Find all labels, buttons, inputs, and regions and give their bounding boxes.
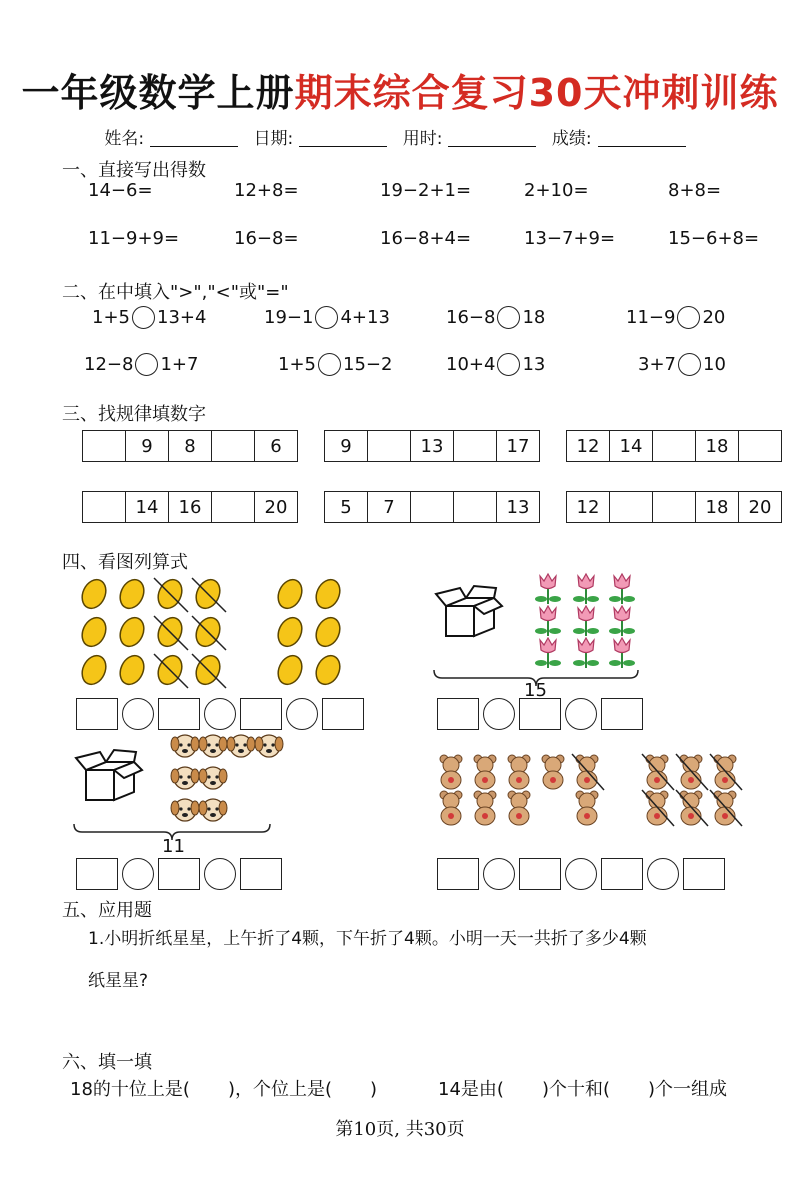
- bear-icon: [642, 754, 674, 790]
- sequence-table: [324, 430, 540, 462]
- answer-boxes: [437, 858, 729, 890]
- fill-question-b: 14是由( )个十和( )个一组成: [438, 1079, 728, 1100]
- seq-cell[interactable]: [411, 492, 454, 523]
- tulip-icon: [535, 574, 561, 604]
- bear-icon: [440, 755, 462, 789]
- section-5-heading: 五、应用题: [62, 900, 152, 921]
- compare-circle[interactable]: [497, 353, 520, 376]
- seq-cell[interactable]: 13: [497, 492, 540, 523]
- bear-icon: [676, 790, 708, 826]
- compare-item: 1+5 13+4: [92, 307, 207, 328]
- answer-box[interactable]: [601, 698, 643, 730]
- seq-cell[interactable]: 13: [411, 431, 454, 462]
- seq-cell[interactable]: 18: [696, 492, 739, 523]
- word-problem-line1: 1.小明折纸星星，上午折了4颗，下午折了4颗。小明一天一共折了多少4颗: [88, 929, 647, 949]
- answer-box[interactable]: [158, 698, 200, 730]
- tulip-icon: [573, 574, 599, 604]
- seq-cell[interactable]: 9: [126, 431, 169, 462]
- section-2-heading: 二、在中填入">","<"或"=": [62, 282, 289, 303]
- operator-circle[interactable]: [122, 858, 154, 890]
- seq-cell[interactable]: [212, 492, 255, 523]
- answer-box[interactable]: [322, 698, 364, 730]
- word-problem-line2: 纸星星?: [88, 971, 149, 991]
- seq-cell[interactable]: 16: [169, 492, 212, 523]
- dog-icon: [199, 767, 227, 789]
- compare-circle[interactable]: [135, 353, 158, 376]
- seq-cell[interactable]: 5: [325, 492, 368, 523]
- answer-boxes: [76, 698, 368, 730]
- mango-icon: [192, 614, 226, 650]
- tulip-icon: [609, 606, 635, 636]
- seq-cell[interactable]: [610, 492, 653, 523]
- answer-box[interactable]: [519, 698, 561, 730]
- bear-icon: [710, 790, 742, 826]
- mango-icon: [154, 576, 188, 612]
- date-label: 日期:: [253, 129, 294, 149]
- operator-circle[interactable]: [483, 858, 515, 890]
- calc-item: 13−7+9=: [524, 228, 616, 249]
- calc-item: 11−9+9=: [88, 228, 180, 249]
- mango-icon: [116, 614, 149, 650]
- bear-icon: [474, 755, 496, 789]
- sequence-table: [566, 430, 782, 462]
- answer-box[interactable]: [158, 858, 200, 890]
- name-label: 姓名:: [104, 129, 145, 149]
- section-3-heading: 三、找规律填数字: [62, 404, 206, 425]
- time-label: 用时:: [402, 129, 443, 149]
- tulip-icon: [573, 606, 599, 636]
- mango-icon: [192, 652, 226, 688]
- operator-circle[interactable]: [565, 858, 597, 890]
- answer-box[interactable]: [240, 698, 282, 730]
- calc-item: 8+8=: [668, 180, 722, 201]
- operator-circle[interactable]: [122, 698, 154, 730]
- time-field[interactable]: [448, 128, 536, 147]
- compare-item: 19−1 4+13: [264, 307, 390, 328]
- mango-picture: [72, 578, 372, 690]
- answer-box[interactable]: [240, 858, 282, 890]
- compare-item: 16−8 18: [446, 307, 546, 328]
- mango-icon: [78, 652, 111, 688]
- compare-circle[interactable]: [677, 306, 700, 329]
- answer-boxes: [76, 858, 286, 890]
- mango-icon: [192, 576, 226, 612]
- page-footer: 第10页, 共30页: [335, 1119, 465, 1140]
- sequence-table: [82, 491, 298, 523]
- calc-item: 14−6=: [88, 180, 153, 201]
- seq-cell[interactable]: [368, 431, 411, 462]
- calc-item: 2+10=: [524, 180, 589, 201]
- dog-icon: [171, 735, 199, 757]
- mango-icon: [274, 652, 307, 688]
- tulip-icon: [535, 638, 561, 668]
- title-black: 一年级数学上册: [21, 71, 295, 115]
- compare-item: 1+5 15−2: [278, 354, 393, 375]
- section-4-heading: 四、看图列算式: [62, 552, 188, 573]
- answer-box[interactable]: [683, 858, 725, 890]
- answer-box[interactable]: [437, 698, 479, 730]
- operator-circle[interactable]: [286, 698, 318, 730]
- section-1-heading: 一、直接写出得数: [62, 160, 206, 181]
- bear-icon: [508, 791, 530, 825]
- answer-box[interactable]: [437, 858, 479, 890]
- date-field[interactable]: [299, 128, 387, 147]
- answer-box[interactable]: [601, 858, 643, 890]
- sequence-table: [82, 430, 298, 462]
- student-info: [0, 124, 800, 149]
- tulip-icon: [609, 638, 635, 668]
- mango-icon: [312, 576, 345, 612]
- seq-cell[interactable]: [454, 431, 497, 462]
- compare-circle[interactable]: [318, 353, 341, 376]
- mango-icon: [274, 576, 307, 612]
- section-6-heading: 六、填一填: [62, 1052, 152, 1073]
- bear-icon: [710, 754, 742, 790]
- seq-cell[interactable]: [83, 431, 126, 462]
- seq-cell[interactable]: 18: [696, 431, 739, 462]
- compare-item: 11−9 20: [626, 307, 726, 328]
- seq-cell[interactable]: 12: [567, 492, 610, 523]
- tulip-icon: [535, 606, 561, 636]
- operator-circle[interactable]: [204, 858, 236, 890]
- dog-total: 11: [162, 836, 185, 857]
- compare-item: 3+7 10: [638, 354, 726, 375]
- bear-icon: [474, 791, 496, 825]
- dog-icon: [199, 735, 227, 757]
- operator-circle[interactable]: [204, 698, 236, 730]
- answer-box[interactable]: [76, 858, 118, 890]
- bear-icon: [576, 791, 598, 825]
- seq-cell[interactable]: [83, 492, 126, 523]
- answer-box[interactable]: [76, 698, 118, 730]
- score-field[interactable]: [598, 128, 686, 147]
- box-icon: [74, 748, 144, 808]
- tulip-icon: [609, 574, 635, 604]
- fill-question-a: 18的十位上是( )，个位上是( ): [70, 1079, 378, 1100]
- answer-boxes: [437, 698, 647, 730]
- seq-cell[interactable]: [653, 431, 696, 462]
- calc-item: 15−6+8=: [668, 228, 760, 249]
- mango-icon: [116, 576, 149, 612]
- mango-icon: [78, 614, 111, 650]
- mango-icon: [312, 652, 345, 688]
- seq-cell[interactable]: 20: [739, 492, 782, 523]
- flower-picture: [536, 570, 646, 670]
- dog-icon: [199, 799, 227, 821]
- box-icon: [434, 584, 504, 644]
- bear-icon: [508, 755, 530, 789]
- title-red: 期末综合复习30天冲刺训练: [294, 71, 779, 115]
- seq-cell[interactable]: 17: [497, 431, 540, 462]
- seq-cell[interactable]: [212, 431, 255, 462]
- dog-icon: [171, 767, 199, 789]
- mango-icon: [274, 614, 307, 650]
- seq-cell[interactable]: 14: [610, 431, 653, 462]
- calc-item: 19−2+1=: [380, 180, 472, 201]
- sequence-table: [566, 491, 782, 523]
- seq-cell[interactable]: 9: [325, 431, 368, 462]
- compare-item: 10+4 13: [446, 354, 546, 375]
- seq-cell[interactable]: 6: [255, 431, 298, 462]
- seq-cell[interactable]: [739, 431, 782, 462]
- mango-icon: [154, 652, 188, 688]
- dog-icon: [171, 799, 199, 821]
- bear-icon: [440, 791, 462, 825]
- mango-icon: [312, 614, 345, 650]
- seq-cell[interactable]: [653, 492, 696, 523]
- mango-icon: [154, 614, 188, 650]
- sequence-table: [324, 491, 540, 523]
- calc-item: 12+8=: [234, 180, 299, 201]
- flower-total: 15: [524, 680, 547, 701]
- dog-icon: [227, 735, 255, 757]
- operator-circle[interactable]: [647, 858, 679, 890]
- bear-icon: [572, 754, 604, 790]
- dog-icon: [255, 735, 283, 757]
- tulip-icon: [573, 638, 599, 668]
- answer-box[interactable]: [519, 858, 561, 890]
- score-label: 成绩:: [551, 129, 592, 149]
- compare-circle[interactable]: [132, 306, 155, 329]
- page-title: [0, 62, 800, 117]
- bear-picture: [438, 752, 748, 832]
- calc-item: 16−8=: [234, 228, 299, 249]
- compare-item: 12−8 1+7: [84, 354, 199, 375]
- compare-circle[interactable]: [497, 306, 520, 329]
- seq-cell[interactable]: 20: [255, 492, 298, 523]
- mango-icon: [116, 652, 149, 688]
- seq-cell[interactable]: 7: [368, 492, 411, 523]
- seq-cell[interactable]: 8: [169, 431, 212, 462]
- bear-icon: [676, 754, 708, 790]
- operator-circle[interactable]: [565, 698, 597, 730]
- bear-icon: [542, 755, 564, 789]
- mango-icon: [78, 576, 111, 612]
- calc-item: 16−8+4=: [380, 228, 472, 249]
- name-field[interactable]: [150, 128, 238, 147]
- seq-cell[interactable]: [454, 492, 497, 523]
- dog-picture: [172, 732, 282, 828]
- compare-circle[interactable]: [315, 306, 338, 329]
- compare-circle[interactable]: [678, 353, 701, 376]
- seq-cell[interactable]: 12: [567, 431, 610, 462]
- operator-circle[interactable]: [483, 698, 515, 730]
- seq-cell[interactable]: 14: [126, 492, 169, 523]
- bear-icon: [642, 790, 674, 826]
